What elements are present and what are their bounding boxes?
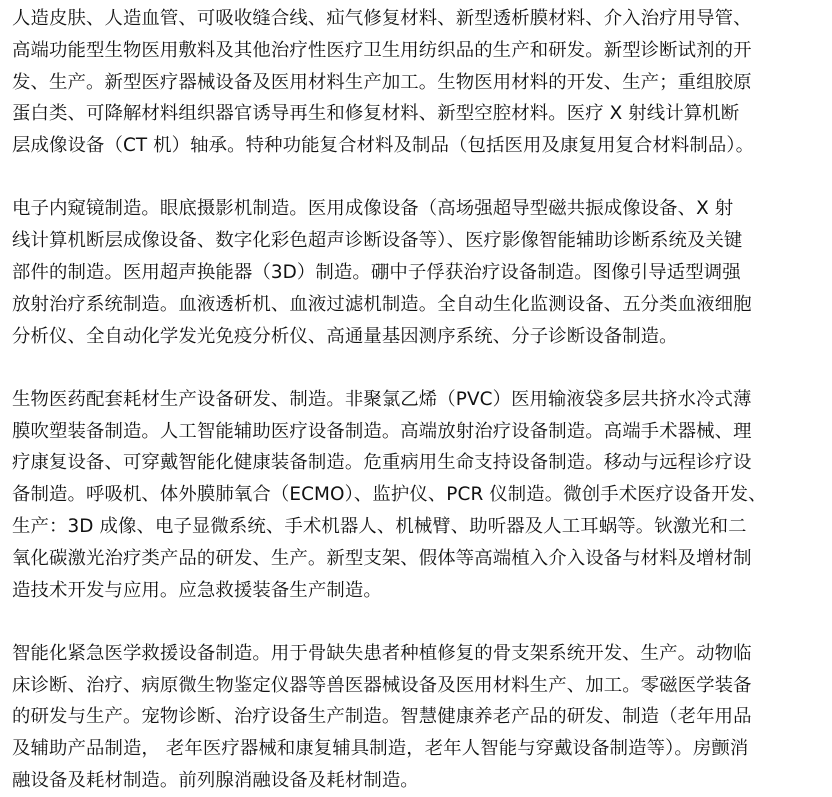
text-line: 分析仪、全自动化学发光免疫分析仪、高通量基因测序系统、分子诊断设备制造。 [12, 325, 678, 347]
paragraph-spacer [12, 352, 824, 383]
text-line: 发、生产。新型医疗器械设备及医用材料生产加工。生物医用材料的开发、生产；重组胶原 [12, 71, 752, 93]
paragraph-spacer [12, 606, 824, 637]
text-line: 智能化紧急医学救援设备制造。用于骨缺失患者种植修复的骨支架系统开发、生产。动物临 [12, 642, 752, 664]
text-line: 部件的制造。医用超声换能器（3D）制造。硼中子俘获治疗设备制造。图像引导适型调强 [12, 261, 741, 283]
text-line: 电子内窥镜制造。眼底摄影机制造。医用成像设备（高场强超导型磁共振成像设备、X 射 [12, 198, 734, 220]
text-line: 造技术开发与应用。应急救援装备生产制造。 [12, 579, 382, 601]
paragraph-spacer [12, 162, 824, 193]
text-line: 蛋白类、可降解材料组织器官诱导再生和修复材料、新型空腔材料。医疗 X 射线计算机断 [12, 103, 740, 125]
paragraph-2 [12, 193, 824, 352]
text-line: 氧化碳激光治疗类产品的研发、生产。新型支架、假体等高端植入介入设备与材料及增材制 [12, 547, 752, 569]
paragraph-4 [12, 638, 824, 797]
text-line: 放射治疗系统制造。血液透析机、血液过滤机制造。全自动生化监测设备、五分类血液细胞 [12, 293, 752, 315]
document-body [12, 3, 824, 797]
text-line: 线计算机断层成像设备、数字化彩色超声诊断设备等）、医疗影像智能辅助诊断系统及关键 [12, 230, 743, 252]
text-line: 层成像设备（CT 机）轴承。特种功能复合材料及制品（包括医用及康复用复合材料制品）。 [12, 135, 755, 157]
text-line: 的研发与生产。宠物诊断、治疗设备生产制造。智慧健康养老产品的研发、制造（老年用品 [12, 706, 752, 728]
text-line: 融设备及耗材制造。前列腺消融设备及耗材制造。 [12, 769, 419, 791]
text-line: 生物医药配套耗材生产设备研发、制造。非聚氯乙烯（PVC）医用输液袋多层共挤水冷式薄 [12, 388, 752, 410]
text-line: 膜吹塑装备制造。人工智能辅助医疗设备制造。高端放射治疗设备制造。高端手术器械、理 [12, 420, 752, 442]
text-line: 高端功能型生物医用敷料及其他治疗性医疗卫生用纺织品的生产和研发。新型诊断试剂的开 [12, 39, 752, 61]
text-line: 床诊断、治疗、病原微生物鉴定仪器等兽医器械设备及医用材料生产、加工。零磁医学装备 [12, 674, 752, 696]
text-line: 疗康复设备、可穿戴智能化健康装备制造。危重病用生命支持设备制造。移动与远程诊疗设 [12, 452, 752, 474]
text-line: 及辅助产品制造， 老年医疗器械和康复辅具制造，老年人智能与穿戴设备制造等）。房颤消 [12, 738, 749, 760]
text-line: 备制造。呼吸机、体外膜肺氧合（ECMO）、监护仪、PCR 仪制造。微创手术医疗设备开发、 [12, 484, 767, 506]
paragraph-1 [12, 3, 824, 162]
paragraph-3 [12, 384, 824, 607]
text-line: 人造皮肤、人造血管、可吸收缝合线、疝气修复材料、新型透析膜材料、介入治疗用导管、 [12, 8, 752, 29]
text-line: 生产：3D 成像、电子显微系统、手术机器人、机械臂、助听器及人工耳蜗等。钬激光和二 [12, 515, 747, 537]
